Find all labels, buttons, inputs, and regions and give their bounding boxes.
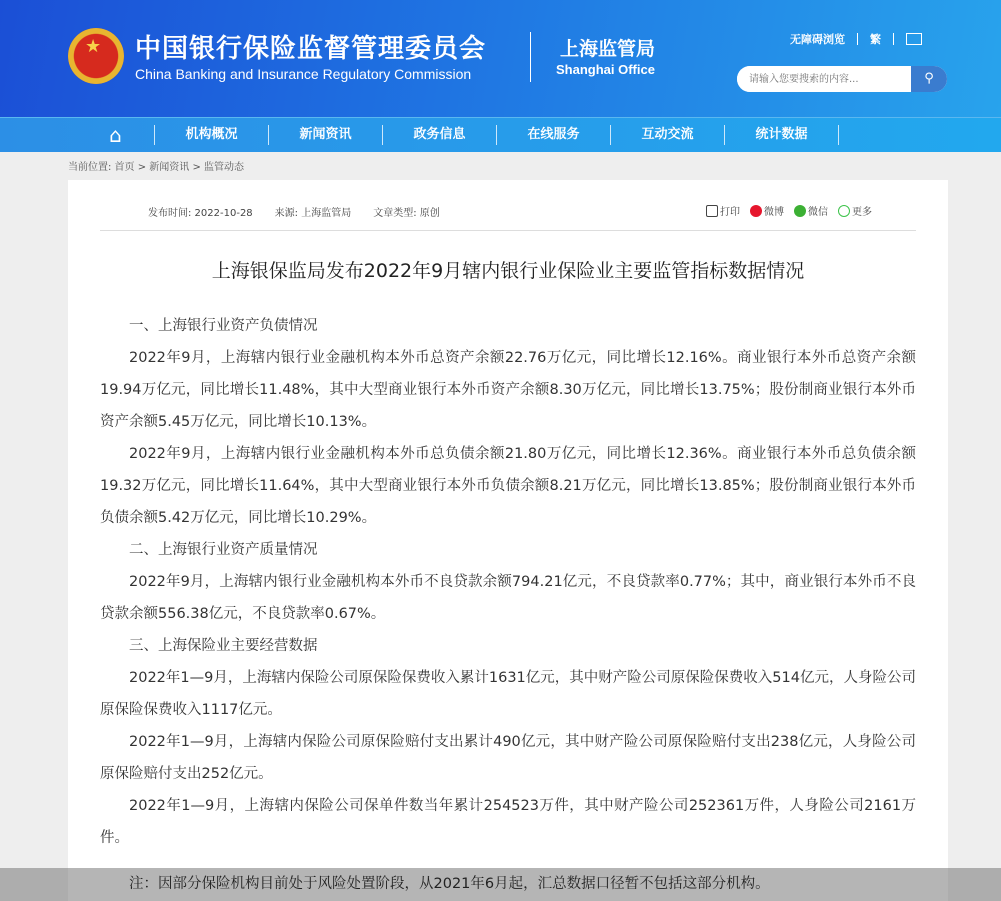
wechat-label: 微信 (808, 207, 828, 218)
accessibility-link[interactable]: 无障碍浏览 (790, 33, 845, 46)
article-meta (148, 204, 440, 219)
weibo-button[interactable] (750, 203, 784, 218)
publish-date: 发布时间: 2022-10-28 (148, 208, 253, 219)
share-bar (706, 203, 872, 218)
nav-item-news[interactable]: 新闻资讯 (268, 125, 382, 145)
paragraph: 2022年9月，上海辖内银行业金融机构本外币不良贷款余额794.21亿元，不良贷款率0.77%；其中，商业银行本外币不良贷款余额556.38亿元，不良贷款率0.67%。 (100, 574, 916, 622)
site-title-en: China Banking and Insurance Regulatory Commission (135, 66, 472, 82)
paragraph: 2022年1—9月，上海辖内保险公司保单件数当年累计254523万件，其中财产险公司252361万件，人身险公司2161万件。 (100, 798, 916, 846)
more-button[interactable] (838, 203, 872, 218)
nav-item-interaction[interactable]: 互动交流 (610, 125, 724, 145)
national-emblem-logo (68, 28, 124, 84)
article-note: 注：因部分保险机构目前处于风险处置阶段，从2021年6月起，汇总数据口径暂不包括这部分机构。 (129, 876, 770, 892)
breadcrumb[interactable]: 当前位置: 首页 > 新闻资讯 > 监管动态 (68, 162, 245, 173)
wechat-button[interactable] (794, 203, 828, 218)
section-heading: 三、上海保险业主要经营数据 (129, 638, 318, 654)
mail-icon[interactable] (906, 33, 922, 45)
wechat-icon (794, 205, 806, 217)
section-heading: 二、上海银行业资产质量情况 (129, 542, 318, 558)
top-links (790, 31, 922, 47)
nav-item-online-service[interactable]: 在线服务 (496, 125, 610, 145)
traditional-chinese-link[interactable]: 繁 (870, 33, 881, 46)
source: 来源: 上海监管局 (274, 208, 352, 219)
paragraph: 2022年1—9月，上海辖内保险公司原保险赔付支出累计490亿元，其中财产险公司原保险赔付支出238亿元，人身险公司原保险赔付支出252亿元。 (100, 734, 916, 782)
home-icon[interactable]: ⌂ (109, 123, 122, 147)
nav-item-about[interactable]: 机构概况 (154, 125, 268, 145)
main-nav (0, 117, 1001, 152)
nav-item-statistics[interactable]: 统计数据 (724, 125, 838, 145)
plus-icon (838, 205, 850, 217)
more-label: 更多 (852, 207, 872, 218)
weibo-label: 微博 (764, 207, 784, 218)
paragraph: 2022年9月，上海辖内银行业金融机构本外币总资产余额22.76万亿元，同比增长12.16%。商业银行本外币总资产余额19.94万亿元，同比增长11.48%，其中大型商业银行本外币资产余额8.30万亿元，同比增长13.75%；股份制商业银行本外币资产余额5.45万亿元，同比增长10.13%。 (100, 350, 916, 430)
article-title: 上海银保监局发布2022年9月辖内银行业保险业主要监管指标数据情况 (211, 260, 805, 282)
divider (838, 125, 839, 145)
search-box (737, 66, 947, 92)
print-label: 打印 (720, 207, 740, 218)
site-header (0, 0, 1001, 117)
office-title-en: Shanghai Office (556, 62, 655, 77)
divider (530, 32, 531, 82)
search-icon[interactable]: ⚲ (911, 66, 947, 92)
section-heading: 一、上海银行业资产负债情况 (129, 318, 318, 334)
paragraph: 2022年9月，上海辖内银行业金融机构本外币总负债余额21.80万亿元，同比增长12.36%。商业银行本外币总负债余额19.32万亿元，同比增长11.64%，其中大型商业银行本外币负债余额8.21万亿元，同比增长13.85%；股份制商业银行本外币负债余额5.42万亿元，同比增长10.29%。 (100, 446, 916, 526)
search-input[interactable] (737, 66, 912, 92)
divider (100, 230, 916, 231)
paragraph: 2022年1—9月，上海辖内保险公司原保险保费收入累计1631亿元，其中财产险公司原保险保费收入514亿元，人身险公司原保险保费收入1117亿元。 (100, 670, 916, 718)
nav-item-gov-info[interactable]: 政务信息 (382, 125, 496, 145)
divider (857, 33, 858, 45)
article-panel (68, 180, 948, 901)
printer-icon (706, 205, 718, 217)
weibo-icon (750, 205, 762, 217)
office-title-cn: 上海监管局 (560, 38, 656, 60)
article-type: 文章类型: 原创 (373, 208, 440, 219)
divider (893, 33, 894, 45)
site-title-cn: 中国银行保险监督管理委员会 (135, 34, 487, 64)
article-body (100, 310, 916, 854)
print-button[interactable] (706, 203, 740, 218)
